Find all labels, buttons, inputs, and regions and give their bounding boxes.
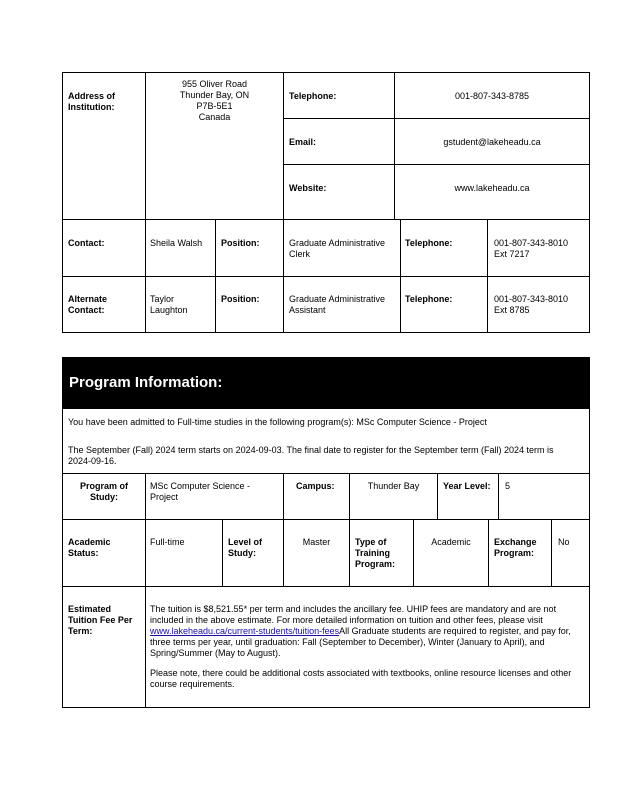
tuition-label: Estimated Tuition Fee Per Term:	[68, 604, 133, 636]
grid-line	[413, 519, 414, 586]
website-value: www.lakeheadu.ca	[454, 183, 530, 193]
address-label: Address of Institution:	[68, 91, 116, 112]
program-of-study-value: MSc Computer Science - Project	[150, 481, 251, 502]
contact-name: Sheila Walsh	[150, 238, 203, 248]
year-level-value: 5	[505, 481, 511, 491]
academic-status-label: Academic Status:	[68, 537, 111, 558]
alternate-position: Graduate Administrative Assistant	[289, 294, 386, 315]
grid-line	[145, 473, 146, 708]
contact-position: Graduate Administrative Clerk	[289, 238, 386, 259]
telephone-label: Telephone:	[289, 91, 337, 101]
grid-line	[62, 276, 590, 277]
grid-line	[215, 219, 216, 333]
admitted-text: You have been admitted to Full-time studies in the following program(s): MSc Computer Science - Project	[68, 417, 487, 427]
grid-line	[283, 72, 284, 220]
term-text: The September (Fall) 2024 term starts on 2024-09-03. The final date to register for the September term (Fall) 2024 term is 2024-09-16.	[68, 445, 554, 466]
grid-line	[283, 164, 590, 165]
tuition-note: Please note, there could be additional costs associated with textbooks, online resource licenses and other course requirements.	[150, 668, 572, 689]
tuition-text-1: The tuition is $8,521.55* per term and includes the ancillary fee. UHIP fees are mandatory and are not included in the above estimate. For more detailed information on tuition and other fees, please visit	[150, 604, 557, 625]
grid-line	[349, 519, 350, 586]
grid-line	[488, 519, 489, 586]
training-type-value: Academic	[431, 537, 471, 547]
alternate-position-label: Position:	[221, 294, 260, 304]
campus-label: Campus:	[296, 481, 335, 491]
alternate-telephone: 001-807-343-8010 Ext 8785	[494, 294, 569, 315]
alternate-contact-label: Alternate Contact:	[68, 294, 108, 315]
academic-status-value: Full-time	[150, 537, 185, 547]
campus-value: Thunder Bay	[367, 481, 420, 491]
grid-line	[283, 473, 284, 586]
level-of-study-value: Master	[302, 537, 331, 547]
address-value: 955 Oliver Road Thunder Bay, ON P7B-5E1 Canada	[179, 79, 250, 122]
grid-line	[349, 473, 350, 519]
program-of-study-label: Program of Study:	[79, 481, 128, 502]
grid-line	[222, 519, 223, 586]
email-value: gstudent@lakeheadu.ca	[443, 137, 541, 147]
year-level-label: Year Level:	[443, 481, 491, 491]
grid-line	[437, 473, 438, 519]
grid-line	[551, 519, 552, 586]
grid-line	[283, 219, 284, 333]
grid-line	[62, 519, 590, 520]
website-label: Website:	[289, 183, 327, 193]
grid-line	[62, 586, 590, 587]
level-of-study-label: Level of Study:	[228, 537, 263, 558]
grid-line	[283, 118, 590, 119]
exchange-label: Exchange Program:	[494, 537, 537, 558]
alternate-contact-name: Taylor Laughton	[150, 294, 188, 315]
grid-line	[498, 473, 499, 519]
contact-label: Contact:	[68, 238, 105, 248]
tuition-text-3: three terms per year, until graduation: Fall (September to December), Winter (January to April), and Spring/Summer (May to August).	[150, 637, 545, 658]
grid-line	[62, 219, 590, 220]
contact-telephone: 001-807-343-8010 Ext 7217	[494, 238, 569, 259]
alternate-telephone-label: Telephone:	[405, 294, 453, 304]
grid-line	[487, 219, 488, 333]
program-info-heading: Program Information:	[62, 357, 590, 409]
grid-line	[400, 219, 401, 333]
exchange-value: No	[558, 537, 570, 547]
training-type-label: Type of Training Program:	[355, 537, 396, 569]
contact-position-label: Position:	[221, 238, 260, 248]
tuition-text-2: All Graduate students are required to register, and pay for,	[339, 626, 571, 636]
email-label: Email:	[289, 137, 317, 147]
contact-telephone-label: Telephone:	[405, 238, 453, 248]
telephone-value: 001-807-343-8785	[454, 91, 530, 101]
tuition-fees-link[interactable]: www.lakeheadu.ca/current-students/tuition-fees	[150, 626, 340, 636]
tuition-details	[150, 604, 586, 659]
grid-line	[62, 473, 590, 474]
